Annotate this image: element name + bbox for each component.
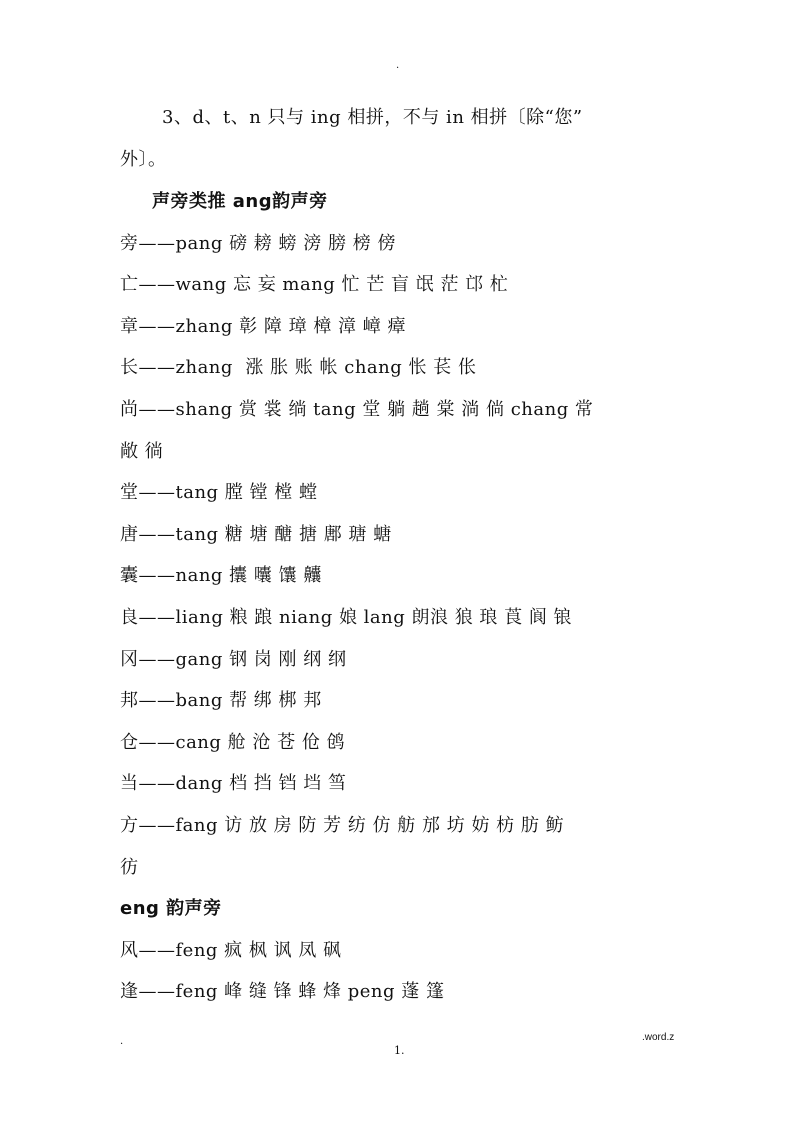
section-heading-eng: eng 韵声旁 xyxy=(120,898,222,919)
list-item: 邦——bang 帮 绑 梆 邦 xyxy=(120,690,322,711)
intro-line-1: 3、d、t、n 只与 ing 相拼，不与 in 相拼〔除“您” xyxy=(162,107,583,128)
list-item: 亡——wang 忘 妄 mang 忙 芒 盲 氓 茫 邙 杧 xyxy=(120,274,509,295)
list-item: 长——zhang 涨 胀 账 帐 chang 怅 苌 伥 xyxy=(120,357,477,378)
footer-dot: . xyxy=(120,1036,124,1047)
intro-line-2: 外〕。 xyxy=(120,149,167,170)
list-item: 囊——nang 攮 囔 馕 齉 xyxy=(120,565,322,586)
list-item: 堂——tang 膛 镗 樘 螳 xyxy=(120,482,318,503)
footer-watermark: .word.z xyxy=(642,1032,675,1043)
list-item: 逢——feng 峰 缝 锋 蜂 烽 peng 蓬 篷 xyxy=(120,981,445,1002)
page-number: 1. xyxy=(394,1044,405,1057)
list-item: 风——feng 疯 枫 讽 凤 砜 xyxy=(120,940,342,961)
list-item: 敞 徜 xyxy=(120,441,164,462)
list-item: 当——dang 档 挡 铛 垱 筜 xyxy=(120,773,347,794)
list-item: 旁——pang 磅 耪 螃 滂 膀 榜 傍 xyxy=(120,233,396,254)
section-heading-ang: 声旁类推 ang韵声旁 xyxy=(152,191,328,212)
list-item: 章——zhang 彰 障 璋 樟 漳 嶂 瘴 xyxy=(120,316,406,337)
list-item: 方——fang 访 放 房 防 芳 纺 仿 舫 邡 坊 妨 枋 肪 鲂 xyxy=(120,815,565,836)
list-item: 良——liang 粮 踉 niang 娘 lang 朗浪 狼 琅 莨 阆 锒 xyxy=(120,607,573,628)
list-item: 彷 xyxy=(120,857,139,878)
list-item: 仓——cang 舱 沧 苍 伧 鸧 xyxy=(120,732,346,753)
list-item: 唐——tang 糖 塘 醣 搪 鄌 瑭 螗 xyxy=(120,524,392,545)
list-item: 冈——gang 钢 岗 刚 纲 纲 xyxy=(120,649,347,670)
list-item: 尚——shang 赏 裳 绱 tang 堂 躺 趟 棠 淌 倘 chang 常 xyxy=(120,399,594,420)
header-dot: . xyxy=(396,60,400,71)
